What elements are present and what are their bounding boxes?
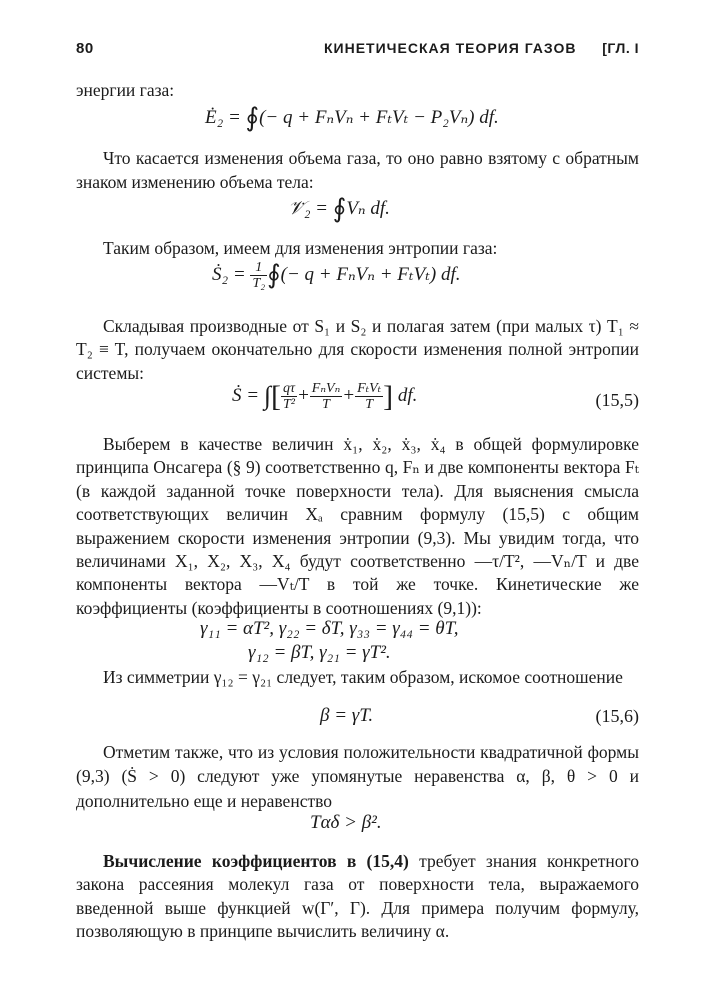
fraction-one-over-t2: [250, 260, 267, 291]
paragraph-positivity: Отметим также, что из условия положительности квадратичной формы (9,3) (Ṡ > 0) следуют уже упомянутые неравенства α, β, θ > 0 и дополнительно еще и неравенство: [76, 742, 639, 811]
integral-symbol: ∫: [263, 381, 271, 410]
chapter-label: [ГЛ. I: [602, 40, 639, 56]
fraction-denominator: T: [365, 397, 373, 413]
fraction-denominator: T: [322, 397, 330, 413]
fraction-term-2: [310, 381, 342, 412]
contour-integral-symbol: ∮: [245, 103, 260, 132]
paragraph-rest: требует знания конкретного закона рассеяния молекул газа от поверхности тела, выражаемого введенной выше функцией w(Γ′, Γ). Для примера получим формулу, позволяющую в принципе вычислить величину α.: [76, 851, 639, 942]
paragraph-onsager: Выберем в качестве величин ẋ₁, ẋ₂, ẋ₃, ẋ₄ в общей формулировке принципа Онсагера (§ 9) соответственно q, Fₙ и две компоненты вектора Fₜ (в каждой заданной точке поверхности тела). Для выяснения смысла соответствующих величин Xₐ сравним формулу (15,5) с общим выражением скорости изменения энтропии (9,3). Мы увидим тогда, что величинами X₁, X₂, X₃, X₄ будут соответственно —τ/T², —Vₙ/T и две компоненты вектора —Vₜ/T в той же точке. Кинетические же коэффициенты (коэффициенты в соотношениях (9,1)):: [76, 434, 639, 618]
equation-number-15-5: (15,5): [595, 390, 639, 410]
equation-energy-rhs: (− q + FₙVₙ + FₜVₜ − P₂Vₙ) df.: [259, 107, 499, 128]
paragraph-energy-intro: энергии газа:: [76, 80, 175, 100]
fraction-numerator: FₙVₙ: [311, 381, 341, 397]
fraction-term-1: [281, 381, 297, 412]
paragraph-entropy-gas: Таким образом, имеем для изменения энтропии газа:: [103, 238, 498, 258]
plus-sign: +: [296, 385, 310, 406]
paragraph-derivatives: Складывая производные от S₁ и S₂ и полагая затем (при малых τ) T₁ ≈ T₂ ≡ T, получаем окончательно для скорости изменения полной энтропии системы:: [76, 316, 639, 383]
equation-volume-lhs: 𝒱̇₂ =: [288, 198, 333, 219]
equation-beta: β = γT.: [320, 705, 374, 726]
equation-inequality: Tαδ > β².: [310, 812, 382, 833]
equation-number-15-6: (15,6): [595, 706, 639, 726]
fraction-denominator: T₂: [252, 276, 266, 292]
right-bracket: ]: [383, 380, 394, 413]
equation-total-lhs: Ṡ =: [232, 385, 264, 406]
paragraph-symmetry: Из симметрии γ₁₂ = γ₂₁ следует, таким образом, искомое соотношение: [103, 667, 623, 687]
equation-volume-rhs: Vₙ df.: [346, 198, 390, 219]
page-header: [76, 40, 639, 62]
page-number: 80: [76, 40, 94, 57]
equation-entropy-rhs: (− q + FₙVₙ + FₜVₜ) df.: [280, 264, 461, 285]
equation-total-tail: df.: [393, 385, 418, 406]
fraction-denominator: T²: [282, 397, 295, 413]
bold-lead-phrase: Вычисление коэффициентов в (15,4): [103, 851, 409, 871]
equation-coefficients-line-1: γ₁₁ = αT², γ₂₂ = δT, γ₃₃ = γ₄₄ = θT,: [200, 618, 459, 639]
paragraph-coefficients-calc: [76, 850, 639, 944]
equation-volume: [288, 194, 390, 224]
contour-integral-symbol: ∮: [267, 260, 281, 289]
fraction-numerator: FₜVₜ: [357, 381, 382, 397]
equation-energy-lhs: Ė₂ =: [205, 107, 246, 128]
equation-entropy-gas: [212, 260, 460, 291]
paragraph-volume: Что касается изменения объема газа, то оно равно взятому с обратным знаком изменению объема тела:: [76, 148, 639, 193]
contour-integral-symbol: ∮: [332, 194, 347, 223]
running-title: КИНЕТИЧЕСКАЯ ТЕОРИЯ ГАЗОВ: [324, 40, 577, 56]
equation-total-entropy: [232, 380, 417, 414]
fraction-numerator: 1: [250, 260, 267, 276]
fraction-term-3: [355, 381, 383, 412]
plus-sign: +: [342, 385, 356, 406]
equation-coefficients-line-2: γ₁₂ = βT, γ₂₁ = γT².: [248, 642, 391, 663]
fraction-numerator: qτ: [282, 381, 295, 397]
equation-entropy-lhs: Ṡ₂ =: [212, 264, 251, 285]
equation-energy: [205, 103, 499, 133]
left-bracket: [: [270, 380, 281, 413]
